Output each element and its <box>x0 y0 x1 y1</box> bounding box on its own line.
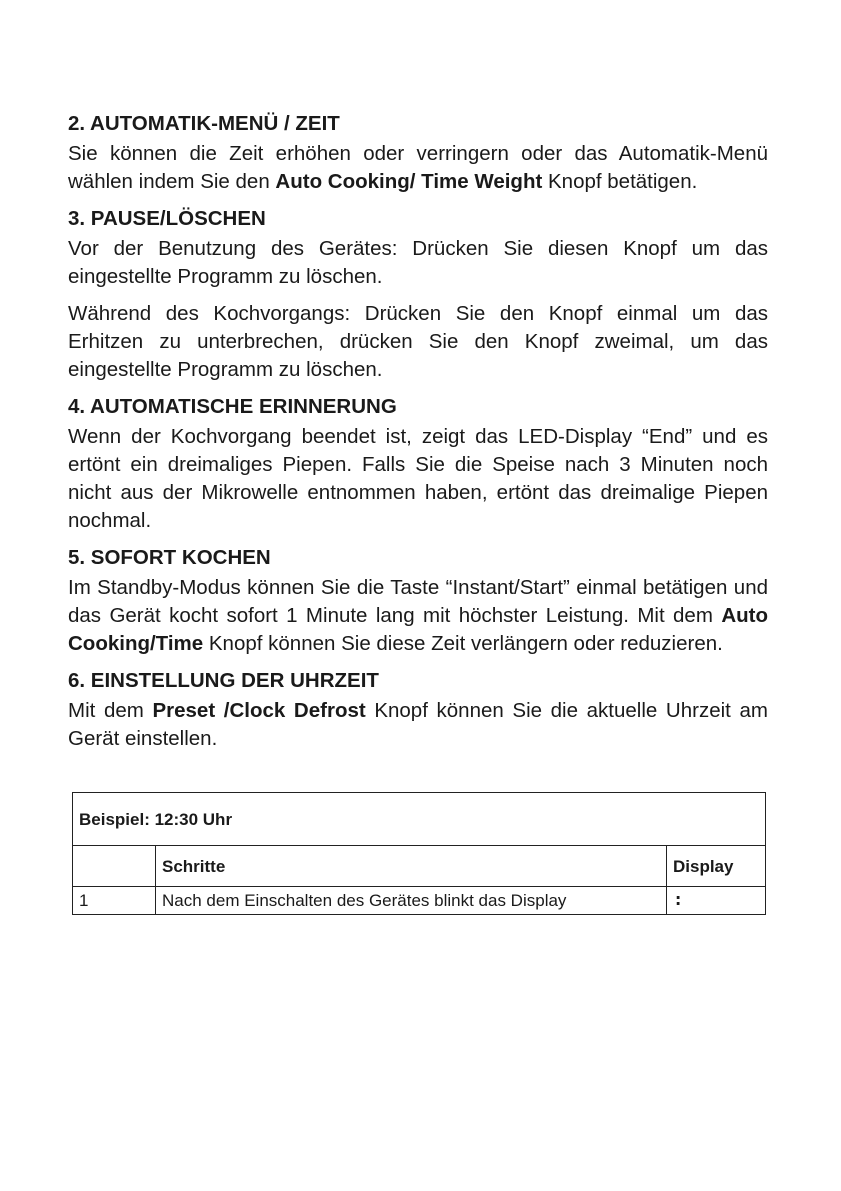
section <box>68 393 768 535</box>
spacer <box>68 762 768 792</box>
header-display-cell: Display <box>667 846 766 887</box>
section-paragraph <box>68 423 768 535</box>
section <box>68 667 768 753</box>
section-paragraph <box>68 574 768 658</box>
text-run: Mit dem <box>68 699 153 722</box>
section-heading: 5. SOFORT KOCHEN <box>68 546 271 569</box>
table-row <box>73 887 766 915</box>
bold-text: Auto Cooking/Time <box>68 604 768 655</box>
header-steps-cell: Schritte <box>156 846 667 887</box>
section-heading: 4. AUTOMATISCHE ERINNERUNG <box>68 395 397 418</box>
text-run: Knopf können Sie diese Zeit verlängern oder reduzieren. <box>203 632 723 655</box>
example-title: Beispiel: 12:30 Uhr <box>73 793 766 846</box>
bold-text: Auto Cooking/ Time Weight <box>275 170 543 193</box>
text-run: Im Standby-Modus können Sie die Taste “Instant/Start” einmal betätigen und das Gerät kocht sofort 1 Minute lang mit höchster Leistung. Mit dem <box>68 576 768 627</box>
header-num-cell <box>73 846 156 887</box>
section-heading: 6. EINSTELLUNG DER UHRZEIT <box>68 669 379 692</box>
display-value-cell: : <box>667 887 766 915</box>
bold-text: Preset /Clock Defrost <box>152 699 366 722</box>
text-run: Vor der Benutzung des Gerätes: Drücken Sie diesen Knopf um das eingestellte Programm zu löschen. <box>68 237 768 288</box>
section-heading: 2. AUTOMATIK-MENÜ / ZEIT <box>68 112 340 135</box>
text-run: Sie können die Zeit erhöhen oder verringern oder das Automatik-Menü wählen indem Sie den <box>68 142 768 193</box>
section <box>68 110 768 196</box>
section-paragraph <box>68 300 768 384</box>
step-number-cell: 1 <box>73 887 156 915</box>
section-paragraph <box>68 235 768 291</box>
text-run: Knopf können Sie die aktuelle Uhrzeit am Gerät einstellen. <box>68 699 768 750</box>
text-run: Knopf betätigen. <box>542 170 698 193</box>
example-header-row <box>73 846 766 887</box>
section <box>68 544 768 658</box>
text-run: Wenn der Kochvorgang beendet ist, zeigt das LED-Display “End” und es ertönt ein dreimaliges Piepen. Falls Sie die Speise nach 3 Minuten noch nicht aus der Mikrowelle entnommen haben, ertönt das dreimalige Piepen nochmal. <box>68 425 768 532</box>
step-text-cell: Nach dem Einschalten des Gerätes blinkt das Display <box>156 887 667 915</box>
manual-page <box>68 110 768 915</box>
section-heading: 3. PAUSE/LÖSCHEN <box>68 207 266 230</box>
sections-container <box>68 110 768 753</box>
example-table <box>72 792 766 915</box>
section-paragraph <box>68 697 768 753</box>
section <box>68 205 768 384</box>
text-run: Während des Kochvorgangs: Drücken Sie den Knopf einmal um das Erhitzen zu unterbrechen, drücken Sie den Knopf zweimal, um das eingestellte Programm zu löschen. <box>68 302 768 381</box>
example-title-row <box>73 793 766 846</box>
section-paragraph <box>68 140 768 196</box>
